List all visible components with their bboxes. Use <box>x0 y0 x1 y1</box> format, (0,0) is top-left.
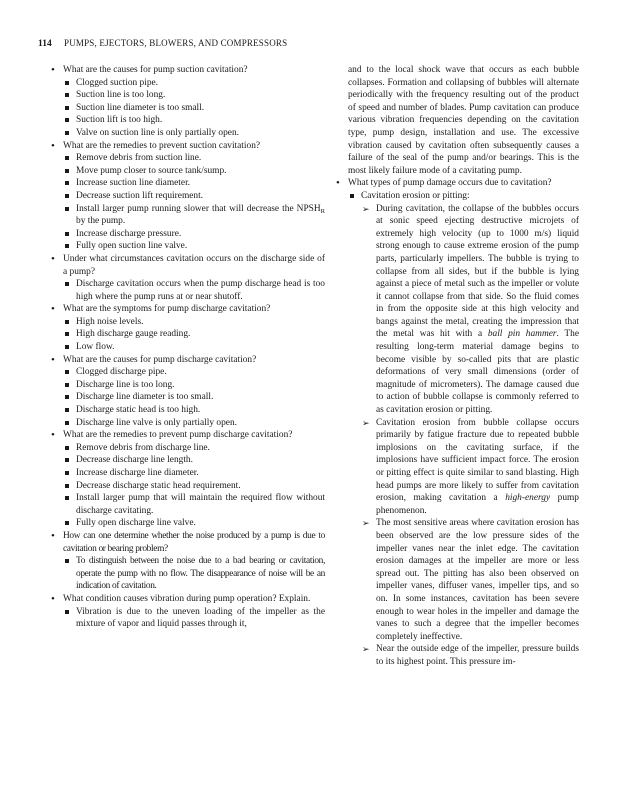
answer-item: Discharge line diameter is too small. <box>50 391 325 404</box>
running-title: PUMPS, EJECTORS, BLOWERS, AND COMPRESSORS <box>63 38 288 48</box>
answer-item: High discharge gauge reading. <box>50 328 325 341</box>
answer-item: Increase discharge line diameter. <box>50 467 325 480</box>
continued-paragraph: and to the local shock wave that occurs as each bubble collapses. Formation and collapsing of bubbles will alternate periodically with the frequency resulting out of the product of speed and number of blades. Pump cavitation can produce various vibration frequencies depending on the cavitation type, pump design, installation and use. The excessive vibration caused by cavitation often subsequently causes a failure of the seal of the pump and/or bearings. This is the most likely failure mode of a cavitating pump. <box>348 65 579 176</box>
question-suction-causes: • What are the causes for pump suction cavitation? <box>50 64 325 77</box>
question-discharge-circumstances: • Under what circumstances cavitation occurs on the discharge side of a pump? <box>50 253 325 278</box>
answer-item: Decrease discharge line length. <box>50 454 325 467</box>
answer-item: Vibration is due to the uneven loading of the impeller as the mixture of vapor and liquid passes through it, <box>50 606 325 631</box>
emphasis: ball pin hammer <box>487 329 557 340</box>
answer-item: Suction lift is too high. <box>50 114 325 127</box>
question-noise-source: • How can one determine whether the noise produced by a pump is due to cavitation or bearing problem? <box>50 530 325 555</box>
answer-item: Clogged suction pipe. <box>50 77 325 90</box>
npsh-subscript: R <box>320 207 325 215</box>
answer-item: Fully open suction line valve. <box>50 240 325 253</box>
answer-item: Clogged discharge pipe. <box>50 366 325 379</box>
answer-item: To distinguish between the noise due to a bad bearing or cavitation, operate the pump with no flow. The disappearance of noise will be an indication of cavitation. <box>50 555 325 593</box>
answer-item: Decrease suction lift requirement. <box>50 190 325 203</box>
question-discharge-symptoms: • What are the symptoms for pump discharge cavitation? <box>50 303 325 316</box>
answer-item: Remove debris from suction line. <box>50 152 325 165</box>
detail-item: ➢ The most sensitive areas where cavitation erosion has been observed are the low pressure sides of the impeller vanes near the inlet edge. The cavitation erosion damages at the impeller are more or less spread out. The pitting has also been observed on impeller vanes, diffuser vanes, impeller tips, and so on. In some instances, cavitation has been severe enough to wear holes in the impeller and damage the vanes to such a degree that the impeller becomes completely ineffective. <box>335 517 579 643</box>
answer-item: Fully open discharge line valve. <box>50 517 325 530</box>
detail-item: ➢ Cavitation erosion from bubble collapse occurs primarily by fatigue fracture due to repeated bubble implosions on the cavitating surface, if the implosions have sufficient impact force. The erosion or pitting effect is quite similar to sand blasting. High head pumps are more likely to suffer from cavitation erosion, making cavitation a high-energy pump phenomenon. <box>335 417 579 518</box>
answer-item: Valve on suction line is only partially open. <box>50 127 325 140</box>
answer-item: Remove debris from discharge line. <box>50 442 325 455</box>
emphasis: high-energy <box>505 493 551 504</box>
answer-item: Increase discharge pressure. <box>50 228 325 241</box>
answer-item: Suction line is too long. <box>50 89 325 102</box>
page-header <box>38 38 287 49</box>
answer-item: Discharge static head is too high. <box>50 404 325 417</box>
right-column <box>335 64 579 669</box>
question-discharge-remedies: • What are the remedies to prevent pump discharge cavitation? <box>50 429 325 442</box>
answer-item: Discharge line is too long. <box>50 379 325 392</box>
answer-item: Increase suction line diameter. <box>50 177 325 190</box>
question-suction-remedies: • What are the remedies to prevent suction cavitation? <box>50 140 325 153</box>
answer-item-npsh: Install larger pump running slower that will decrease the $NPSH_R$ by the pump. <box>50 203 325 228</box>
question-vibration: • What condition causes vibration during pump operation? Explain. <box>50 593 325 606</box>
answer-item: Suction line diameter is too small. <box>50 102 325 115</box>
page-number: 114 <box>38 39 52 49</box>
answer-item: Decrease discharge static head requirement. <box>50 480 325 493</box>
answer-item: High noise levels. <box>50 316 325 329</box>
answer-item: Install larger pump that will maintain the required flow without discharge cavitating. <box>50 492 325 517</box>
subheading-cavitation-erosion: Cavitation erosion or pitting: <box>335 190 579 203</box>
question-discharge-causes: • What are the causes for pump discharge cavitation? <box>50 354 325 367</box>
answer-item: Low flow. <box>50 341 325 354</box>
left-column <box>50 64 325 631</box>
question-damage-types: • What types of pump damage occurs due to cavitation? <box>335 177 579 190</box>
answer-item: Discharge line valve is only partially open. <box>50 417 325 430</box>
detail-item: ➢ Near the outside edge of the impeller, pressure builds to its highest point. This pressure im- <box>335 643 579 668</box>
detail-item: ➢ During cavitation, the collapse of the bubbles occurs at sonic speed ejecting destructive microjets of extremely high velocity (up to 1000 m/s) liquid strong enough to cause extreme erosion of the pump parts, particularly impellers. The bubble is trying to collapse from all sides, but if the bubble is lying against a piece of metal such as the impeller or volute it cannot collapse from that side. So the fluid comes in from the opposite side at this high velocity and bangs against the metal, creating the impression that the metal was hit with a ball pin hammer. The resulting long-term material damage begins to become visible by so-called pits that are plastic deformations of very small dimensions (order of magnitude of micrometers). The damage caused due to action of bubble collapse is commonly referred to as cavitation erosion or pitting. <box>335 203 579 417</box>
answer-item: Move pump closer to source tank/sump. <box>50 165 325 178</box>
answer-item: Discharge cavitation occurs when the pump discharge head is too high where the pump runs at or near shutoff. <box>50 278 325 303</box>
